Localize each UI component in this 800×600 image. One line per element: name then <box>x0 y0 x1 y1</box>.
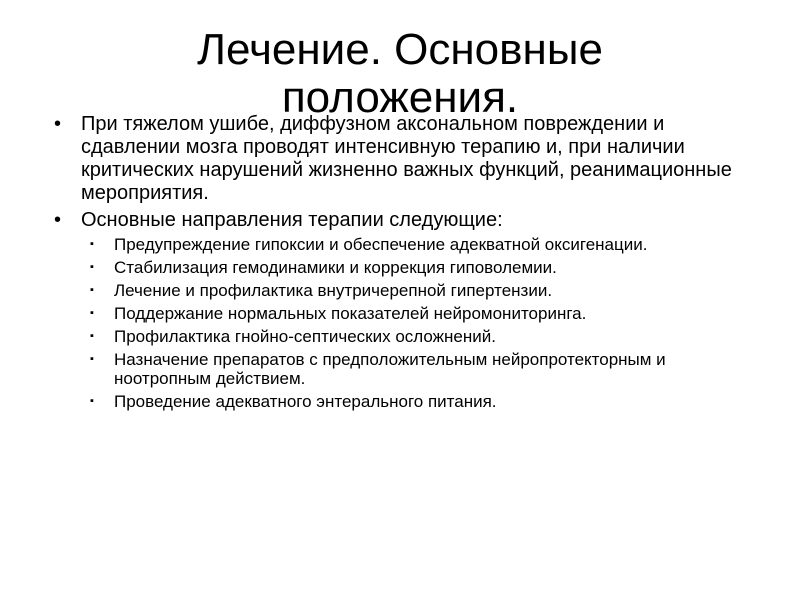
sub-list-item <box>81 350 752 388</box>
sub-list-item <box>81 392 752 411</box>
sub-list-item <box>81 258 752 277</box>
square-bullet-icon: ▪ <box>90 261 94 273</box>
square-bullet-icon: ▪ <box>90 353 94 365</box>
sub-list-item <box>81 235 752 254</box>
square-bullet-icon: ▪ <box>90 330 94 342</box>
bullet-icon: • <box>54 113 62 135</box>
slide-body <box>52 113 752 415</box>
square-bullet-icon: ▪ <box>90 307 94 319</box>
sub-list-item-text: Лечение и профилактика внутричерепной гипертензии. <box>114 281 553 300</box>
list-item <box>52 209 752 411</box>
square-bullet-icon: ▪ <box>90 395 94 407</box>
list-item-text: Основные направления терапии следующие: <box>81 209 503 231</box>
sub-list-item-text: Предупреждение гипоксии и обеспечение адекватной оксигенации. <box>114 235 648 254</box>
sub-list-item-text: Профилактика гнойно-септических осложнений. <box>114 327 496 346</box>
list-item <box>52 113 752 205</box>
bullet-icon: • <box>54 209 62 231</box>
sub-list-item-text: Поддержание нормальных показателей нейромониторинга. <box>114 304 587 323</box>
list-item-text: При тяжелом ушибе, диффузном аксональном повреждении и сдавлении мозга проводят интенсивную терапию и, при наличии критических нарушений жизненно важных функций, реанимационные мероприятия. <box>81 113 732 204</box>
square-bullet-icon: ▪ <box>90 238 94 250</box>
sub-list-item-text: Стабилизация гемодинамики и коррекция гиповолемии. <box>114 258 557 277</box>
sub-bullet-list <box>81 235 752 411</box>
square-bullet-icon: ▪ <box>90 284 94 296</box>
slide-title: Лечение. Основные положения. <box>197 25 603 122</box>
sub-list-item <box>81 281 752 300</box>
sub-list-item <box>81 304 752 323</box>
sub-list-item-text: Проведение адекватного энтерального питания. <box>114 392 497 411</box>
sub-list-item <box>81 327 752 346</box>
sub-list-item-text: Назначение препаратов с предположительным нейропротекторным и ноотропным действием. <box>114 350 666 388</box>
bullet-list <box>52 113 752 411</box>
